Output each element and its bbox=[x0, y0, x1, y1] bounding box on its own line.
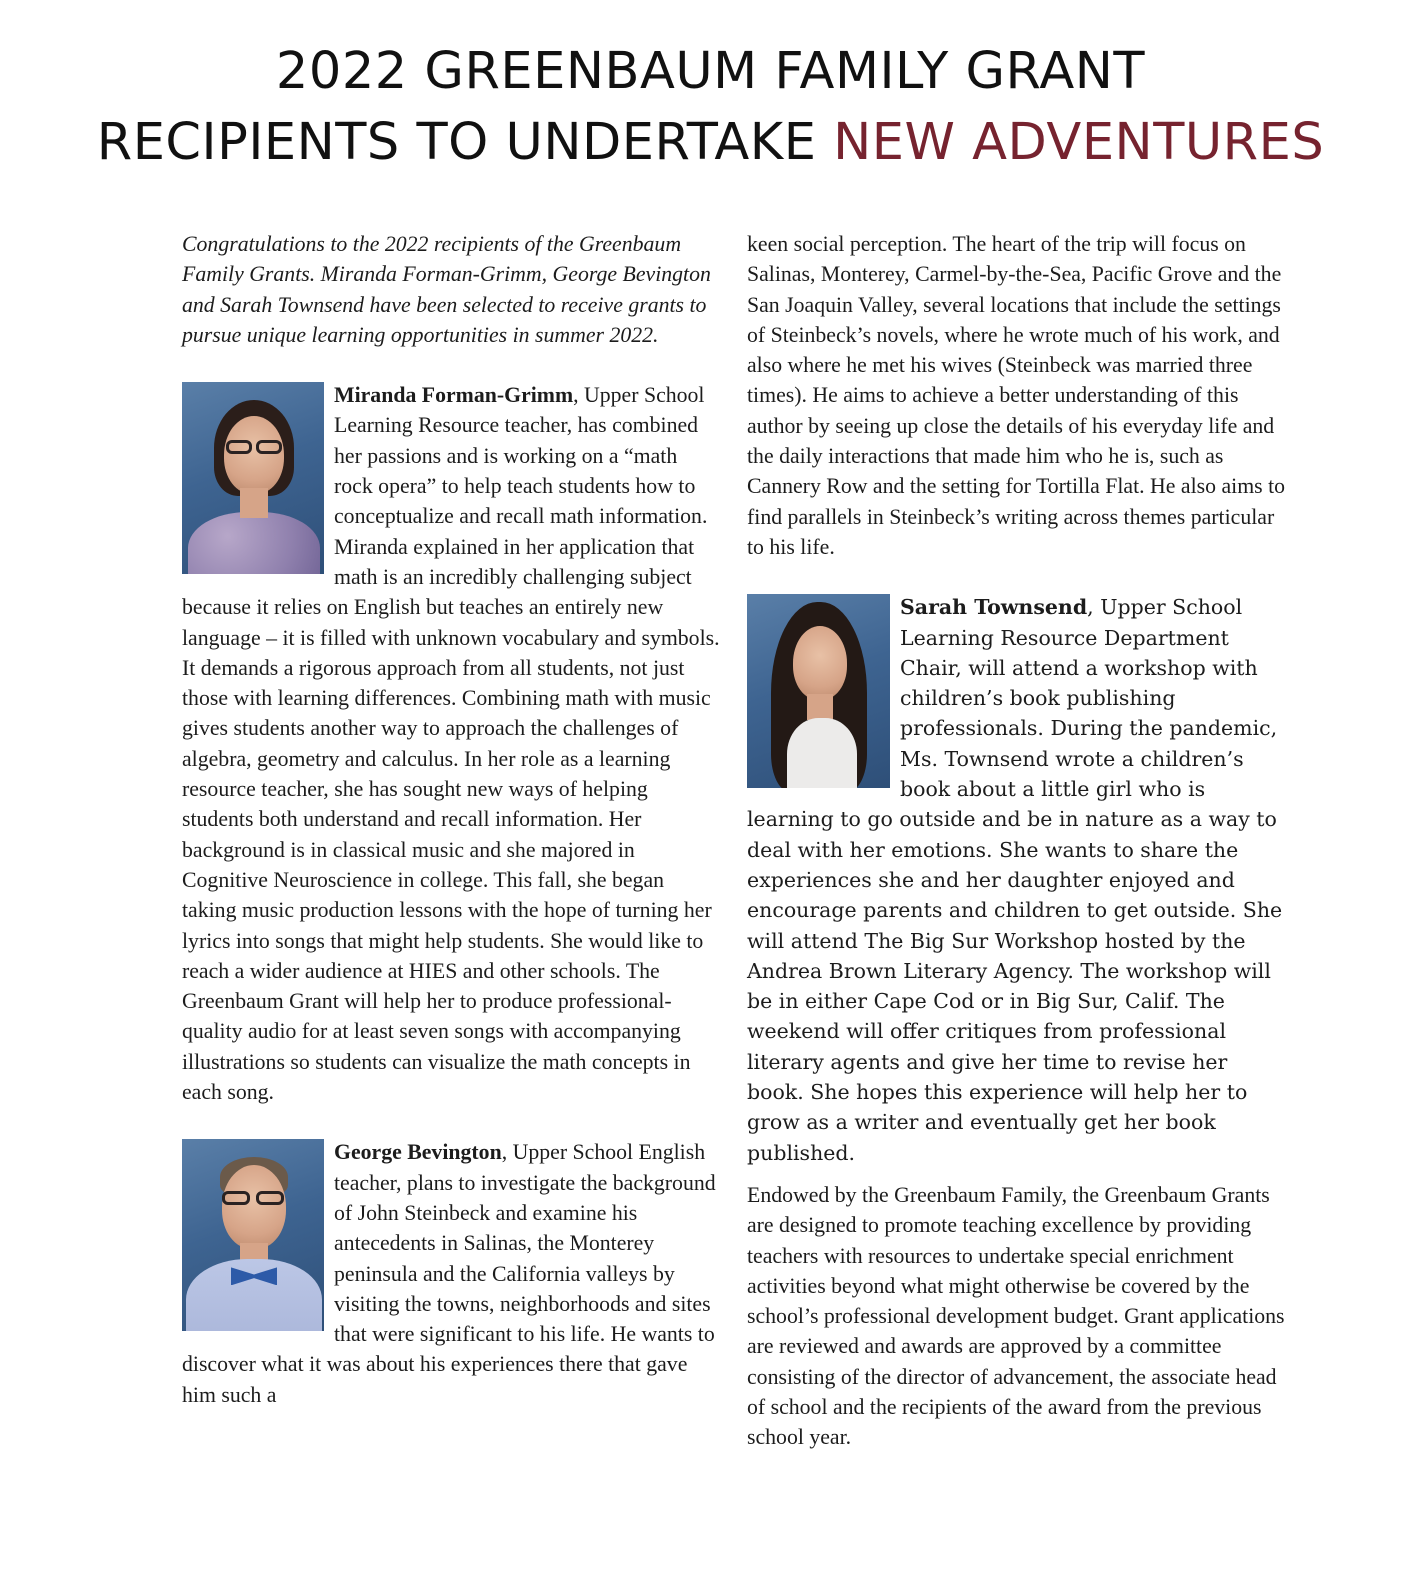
sarah-section bbox=[747, 592, 1287, 1168]
headline-accent: NEW ADVENTURES bbox=[833, 113, 1325, 172]
sarah-name: Sarah Townsend bbox=[900, 595, 1088, 620]
miranda-text: , Upper School Learning Resource teacher, has combined her passions and is working on a “math rock opera” to help teach students how to conceptualize and recall math information. Miranda explained in her application that math is an incredibly challenging subject because it relies on English but teaches an entirely new language – it is filled with unknown vocabulary and symbols. It demands a rigorous approach from all students, not just those with learning differences. Combining math with music gives students another way to approach the challenges of algebra, geometry and calculus. In her role as a learning resource teacher, she has sought new ways of helping students both understand and recall information. Her background is in classical music and she majored in Cognitive Neuroscience in college. This fall, she began taking music production lessons with the hope of turning her lyrics into songs that might help students. She would like to reach a wider audience at HIES and other schools. The Greenbaum Grant will help her to produce professional-quality audio for at least seven songs with accompanying illustrations so students can visualize the math concepts in each song. bbox=[182, 383, 720, 1105]
left-column bbox=[182, 229, 720, 1440]
closing-paragraph: Endowed by the Greenbaum Family, the Greenbaum Grants are designed to promote teaching excellence by providing teachers with resources to undertake special enrichment activities beyond what might otherwise be covered by the school’s professional development budget. Grant applications are reviewed and awards are approved by a committee consisting of the director of advancement, the associate head of school and the recipients of the award from the previous school year. bbox=[747, 1182, 1285, 1450]
george-photo bbox=[182, 1139, 324, 1331]
miranda-name: Miranda Forman-Grimm bbox=[334, 383, 574, 408]
right-column bbox=[747, 229, 1287, 1483]
headline-line-1: 2022 GREENBAUM FAMILY GRANT bbox=[275, 42, 1146, 101]
miranda-photo bbox=[182, 382, 324, 574]
headline bbox=[0, 36, 1421, 178]
george-name: George Bevington bbox=[334, 1140, 502, 1165]
george-continued: keen social perception. The heart of the trip will focus on Salinas, Monterey, Carmel-by-the-Sea, Pacific Grove and the San Joaquin Valley, several locations that include the settings of Steinbeck’s novels, where he wrote much of his work, and also where he met his wives (Steinbeck was married three times). He aims to achieve a better understanding of this author by seeing up close the details of his everyday life and the daily interactions that made him who he is, such as Cannery Row and the setting for Tortilla Flat. He also aims to find parallels in Steinbeck’s writing across themes particular to his life. bbox=[747, 232, 1286, 559]
intro-paragraph: Congratulations to the 2022 recipients of the Greenbaum Family Grants. Miranda Forman-Grimm, George Bevington and Sarah Townsend have been selected to receive grants to pursue unique learning opportunities in summer 2022. bbox=[182, 232, 711, 347]
george-text: , Upper School English teacher, plans to investigate the background of John Steinbeck and examine his antecedents in Salinas, the Monterey peninsula and the California valleys by visiting the towns, neighborhoods and sites that were significant to his life. He wants to discover what it was about his experiences there that gave him such a bbox=[182, 1140, 716, 1407]
headline-line-2: RECIPIENTS TO UNDERTAKE bbox=[96, 113, 834, 172]
miranda-section bbox=[182, 380, 720, 1107]
george-section bbox=[182, 1137, 720, 1410]
sarah-photo bbox=[747, 594, 890, 788]
sarah-text: , Upper School Learning Resource Department Chair, will attend a workshop with children’s book publishing professionals. During the pandemic, Ms. Townsend wrote a children’s book about a little girl who is learning to go outside and be in nature as a way to deal with her emotions. She wants to share the experiences she and her daughter enjoyed and encourage parents and children to get outside. She will attend The Big Sur Workshop hosted by the Andrea Brown Literary Agency. The workshop will be in either Cape Cod or in Big Sur, Calif. The weekend will offer critiques from professional literary agents and give her time to revise her book. She hopes this experience will help her to grow as a writer and eventually get her book published. bbox=[747, 595, 1283, 1165]
